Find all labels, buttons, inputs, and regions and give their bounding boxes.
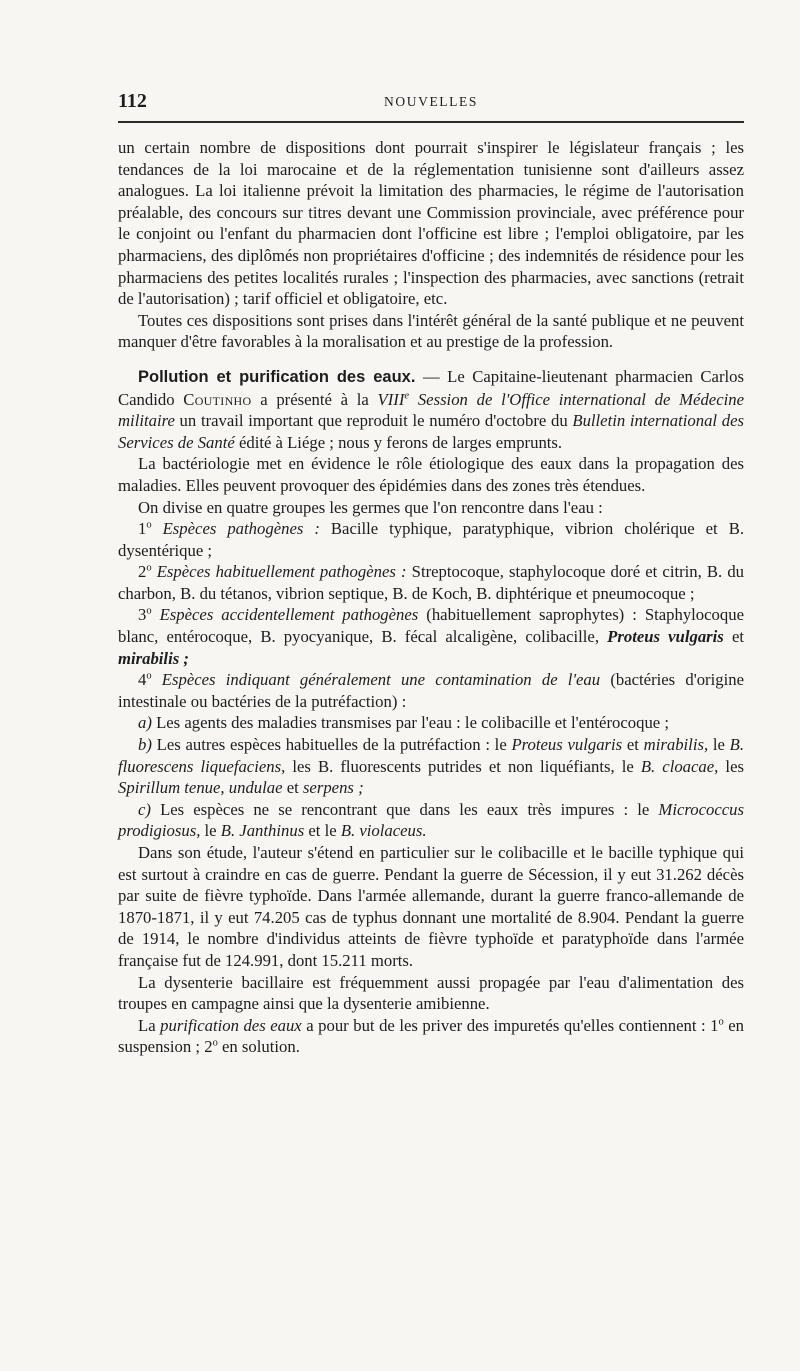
paragraph-conclusion: Toutes ces dispositions sont prises dans l'intérêt général de la santé publique et ne peuvent manquer d'être favorables à la moralisation et au prestige de la profession. [118,310,744,352]
sub-item-a: a) Les agents des maladies transmises par l'eau : le colibacille et l'entérocoque ; [138,713,670,733]
bulletin-title: Bulletin international des Services de Santé [118,411,744,452]
page-number: 112 [118,90,147,112]
list-item-group-4: 4$^o$ Espèces indiquant généralement une contamination de l'eau (bactéries d'origine intestinale ou bactéries de la putréfaction) : [118,670,744,711]
page-header [118,90,744,114]
paragraph-typhoid-statistics: Dans son étude, l'auteur s'étend en particulier sur le colibacille et le bacille typhique qui est surtout à craindre en cas de guerre. Pendant la guerre de Sécession, il y eut 31.262 décès par suite de fièvre typhoïde. Dans l'armée allemande, durant la guerre franco-allemande de 1870-1871, il y eut 74.205 cas de typhus donnant une mortalité de 8.904. Pendant la guerre de 1914, le nombre d'individus atteints de fièvre typhoïde et paratyphoïde dans l'armée française fut de 124.991, dont 15.211 morts. [118,843,744,970]
list-item-group-2: 2$^o$ Espèces habituellement pathogènes : Streptocoque, staphylocoque doré et citrin, B. du charbon, B. du tétanos, vibrion septique, B. de Koch, B. diphtérique et pneumocoque ; [118,562,745,603]
section-heading: Pollution et purification des eaux. [138,367,416,386]
running-title: NOUVELLES [384,94,478,109]
paragraph-purification: La purification des eaux a pour but de les priver des impuretés qu'elles contiennent : 1$^o$ en suspension ; 2$^o$ en solution. [118,1015,744,1057]
paragraph-four-groups: On divise en quatre groupes les germes que l'on rencontre dans l'eau : [138,497,603,517]
paragraph-dysentery: La dysenterie bacillaire est fréquemment aussi propagée par l'eau d'alimentation des troupes en campagne ainsi que la dysenterie amibienne. [118,972,744,1014]
paragraph-bacteriology: La bactériologie met en évidence le rôle étiologique des eaux dans la propagation des maladies. Elles peuvent provoquer des épidémies dans des zones très étendues. [118,454,744,495]
sub-item-c: c) Les espèces ne se rencontrant que dans les eaux très impures : le Micrococcus prodigiosus, le B. Janthinus et le B. violaceus. [118,799,744,841]
author-name: Coutinho [183,389,252,409]
list-item-group-1: 1$^o$ Espèces pathogènes : Bacille typhique, paratyphique, vibrion cholérique et B. dysentérique ; [118,519,744,560]
paragraph-italian-law: un certain nombre de dispositions dont pourrait s'inspirer le législateur français ; les tendances de la loi marocaine et de la réglementation tunisienne sont d'ailleurs assez analogues. La loi italienne prévoit la limitation des pharmacies, le régime de l'autorisation préalable, des concours sur titres devant une Commission provinciale, avec préférence pour le conjoint ou l'enfant du pharmacien dont l'officine est libre ; l'emploi obligatoire, par les pharmaciens, des diplômés non propriétaires d'officine ; des indemnités de résidence pour les pharmaciens des petites localités rurales ; l'inspection des pharmacies, avec sanctions (retrait de l'autorisation) ; tarif officiel et obligatoire, etc. [118,138,744,309]
paragraph-pollution-intro: Pollution et purification des eaux. — Le Capitaine-lieutenant pharmacien Carlos Candido Coutinho a présenté à la VIIIe Session de l'Office international de Médecine militaire un travail important que reproduit le numéro d'octobre du Bulletin international des Services de Santé édité à Liége ; nous y ferons de larges emprunts. [118,366,744,452]
list-item-group-3: 3$^o$ Espèces accidentellement pathogènes (habituellement saprophytes) : Staphylocoque blanc, entérocoque, B. pyocyanique, B. fécal alcaligène, colibacille, Proteus vulgaris et mirabilis ; [118,605,744,668]
article-body [118,137,744,1058]
sub-item-b: b) Les autres espèces habituelles de la putréfaction : le Proteus vulgaris et mirabilis, le B. fluorescens liquefaciens, les B. fluorescents putrides et non liquéfiants, le B. cloacae, les Spirillum tenue, undulae et serpens ; [118,735,744,798]
header-rule [118,121,744,123]
